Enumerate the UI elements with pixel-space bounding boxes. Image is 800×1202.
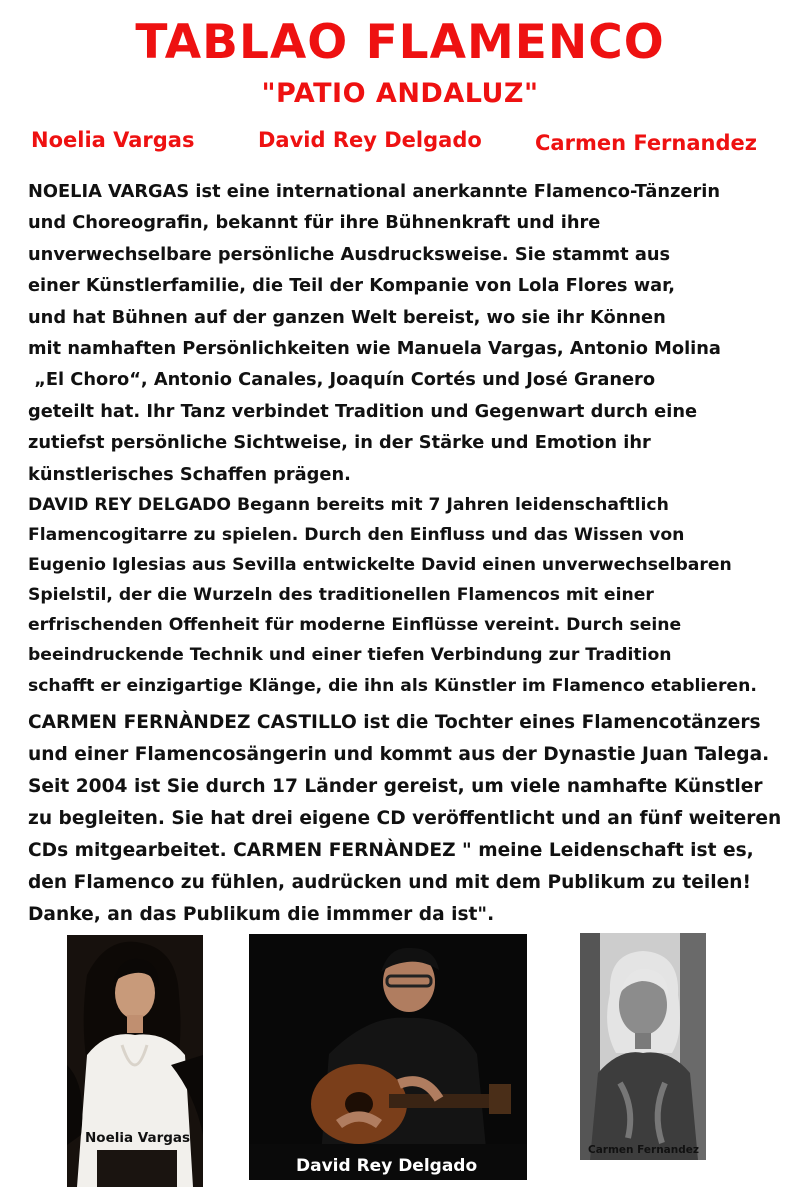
bio-line: NOELIA VARGAS ist eine international anerkannte Flamenco-Tänzerin bbox=[28, 181, 721, 202]
artist-name-noelia: Noelia Vargas bbox=[31, 128, 195, 152]
bio-line: Flamencogitarre zu spielen. Durch den Einfluss und das Wissen von bbox=[28, 525, 685, 546]
page-subtitle: "PATIO ANDALUZ" bbox=[261, 78, 539, 109]
bio-line: und einer Flamencosängerin und kommt aus der Dynastie Juan Talega. bbox=[28, 744, 770, 765]
bio-line: beeindruckende Technik und einer tiefen Verbindung zur Tradition bbox=[28, 645, 672, 666]
artist-name-carmen: Carmen Fernandez bbox=[535, 131, 757, 155]
bio-line: Danke, an das Publikum die immmer da ist". bbox=[28, 904, 495, 925]
bio-line: einer Künstlerfamilie, die Teil der Kompanie von Lola Flores war, bbox=[28, 275, 676, 297]
bio-david bbox=[28, 490, 757, 701]
bio-line: den Flamenco zu fühlen, audrücken und mit dem Publikum zu teilen! bbox=[28, 872, 751, 893]
bio-line: schafft er einzigartige Klänge, die ihn als Künstler im Flamenco etablieren. bbox=[28, 675, 757, 696]
bio-line: Eugenio Iglesias aus Sevilla entwickelte David einen unverwechselbaren bbox=[28, 555, 732, 576]
bio-line: und hat Bühnen auf der ganzen Welt bereist, wo sie ihr Können bbox=[28, 306, 666, 328]
photo-caption-david: David Rey Delgado bbox=[296, 1156, 478, 1176]
artist-name-david: David Rey Delgado bbox=[258, 128, 482, 152]
bio-noelia bbox=[28, 176, 721, 490]
bio-line: CARMEN FERNÀNDEZ CASTILLO ist die Tochter eines Flamencotänzers bbox=[28, 712, 761, 733]
photo-noelia-vargas bbox=[67, 935, 203, 1187]
bio-line: zu begleiten. Sie hat drei eigene CD veröffentlicht und an fünf weiteren bbox=[28, 808, 782, 829]
bio-line: CDs mitgearbeitet. CARMEN FERNÀNDEZ " meine Leidenschaft ist es, bbox=[28, 840, 754, 861]
bio-line: „El Choro“, Antonio Canales, Joaquín Cortés und José Granero bbox=[28, 369, 656, 391]
bio-line: Seit 2004 ist Sie durch 17 Länder gereist, um viele namhafte Künstler bbox=[28, 776, 763, 797]
bio-line: erfrischenden Offenheit für moderne Einflüsse vereint. Durch seine bbox=[28, 615, 682, 636]
bio-line: DAVID REY DELGADO Begann bereits mit 7 Jahren leidenschaftlich bbox=[28, 495, 669, 515]
bio-line: geteilt hat. Ihr Tanz verbindet Tradition und Gegenwart durch eine bbox=[28, 400, 698, 422]
bio-line: zutiefst persönliche Sichtweise, in der Stärke und Emotion ihr bbox=[28, 432, 651, 454]
bio-line: künstlerisches Schaffen prägen. bbox=[28, 463, 351, 485]
photo-david-rey-delgado bbox=[249, 934, 527, 1180]
bio-line: Spielstil, der die Wurzeln des traditionellen Flamencos mit einer bbox=[28, 585, 654, 606]
bio-carmen bbox=[28, 707, 781, 931]
bio-line: und Choreografin, bekannt für ihre Bühnenkraft und ihre bbox=[28, 212, 601, 234]
bio-line: mit namhaften Persönlichkeiten wie Manuela Vargas, Antonio Molina bbox=[28, 338, 721, 360]
photo-carmen-fernandez bbox=[580, 933, 706, 1160]
photo-caption-noelia: Noelia Vargas bbox=[85, 1130, 191, 1146]
page-title: TABLAO FLAMENCO bbox=[135, 15, 665, 70]
photo-caption-carmen: Carmen Fernandez bbox=[588, 1144, 699, 1156]
bio-line: unverwechselbare persönliche Ausdrucksweise. Sie stammt aus bbox=[28, 243, 671, 265]
